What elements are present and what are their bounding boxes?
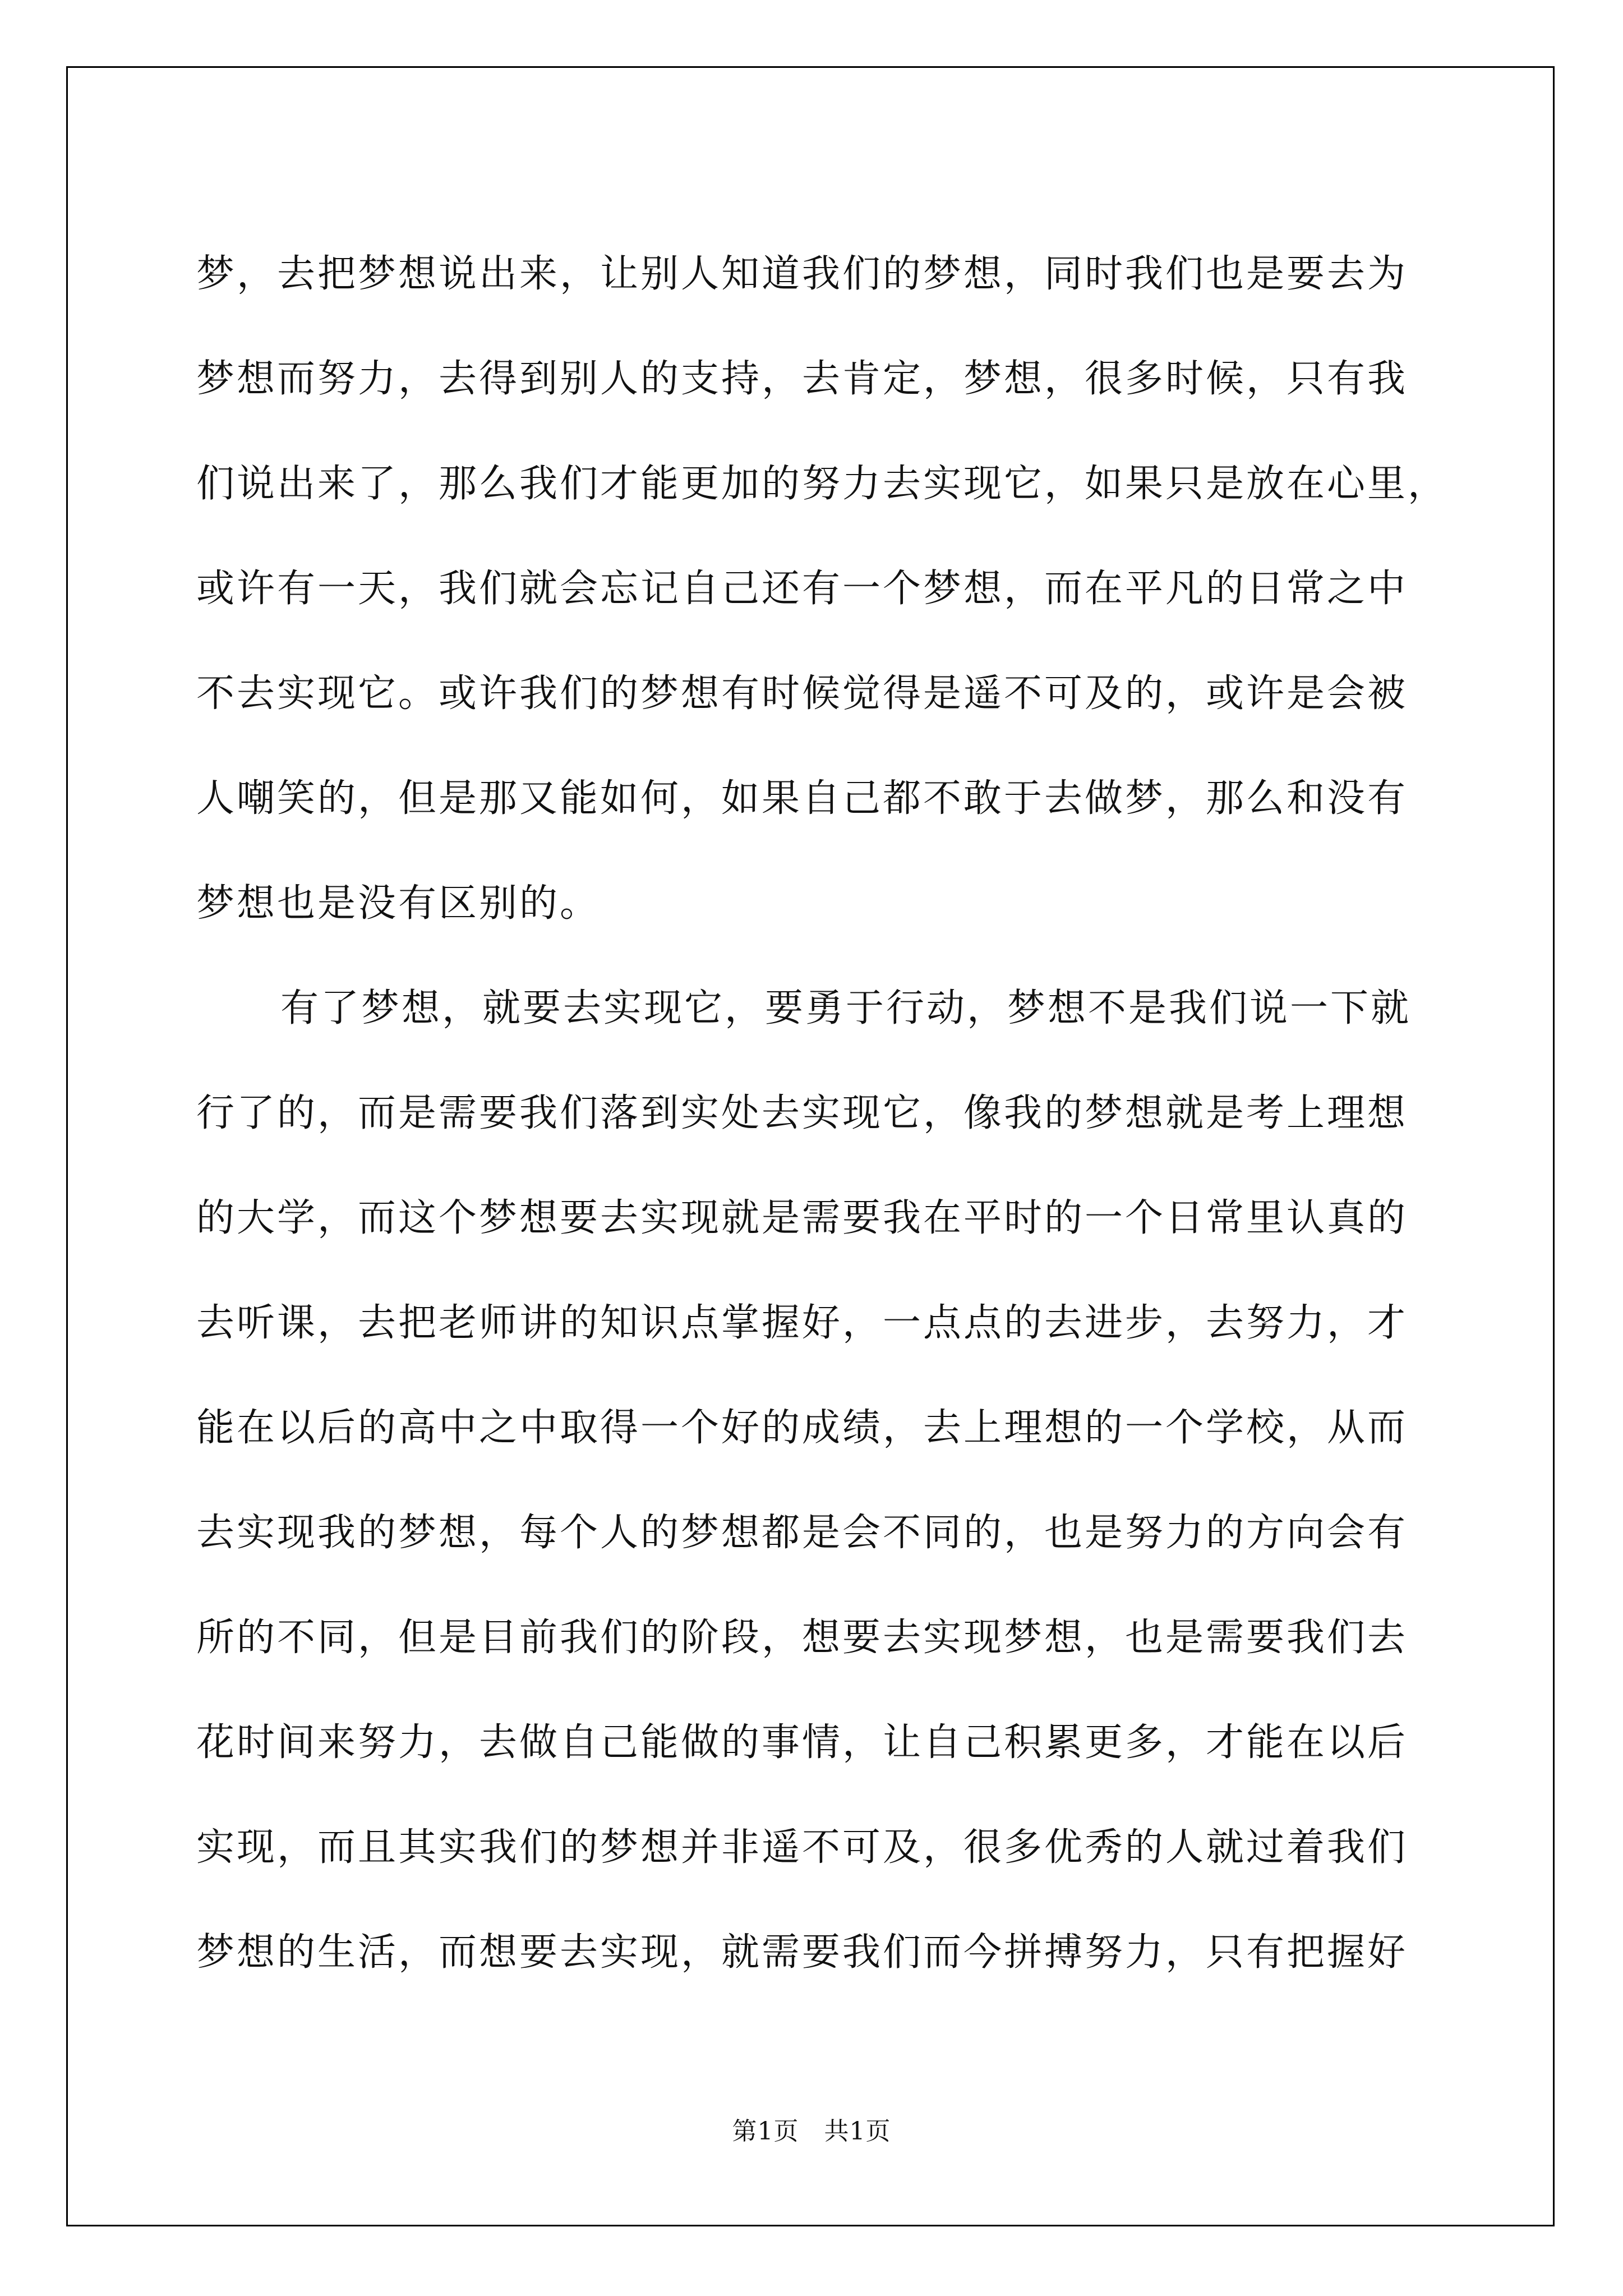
text-line: 实现，而且其实我们的梦想并非遥不可及，很多优秀的人就过着我们 [196,1825,1408,1870]
text-line: 梦想而努力，去得到别人的支持，去肯定，梦想，很多时候，只有我 [196,357,1408,401]
text-line: 去实现我的梦想，每个人的梦想都是会不同的，也是努力的方向会有 [196,1511,1408,1555]
text-line: 人嘲笑的，但是那又能如何，如果自己都不敢于去做梦，那么和没有 [196,776,1408,821]
page-number-footer: 第1页 共1页 [732,2117,891,2146]
text-line: 梦想的生活，而想要去实现，就需要我们而今拼搏努力，只有把握好 [196,1930,1408,1975]
text-line: 的大学，而这个梦想要去实现就是需要我在平时的一个日常里认真的 [196,1196,1408,1240]
text-line: 花时间来努力，去做自己能做的事情，让自己积累更多，才能在以后 [196,1720,1408,1765]
paragraph-start-line: 有了梦想，就要去实现它，要勇于行动，梦想不是我们说一下就 [280,986,1412,1030]
text-line: 去听课，去把老师讲的知识点掌握好，一点点的去进步，去努力，才 [196,1301,1408,1345]
text-line: 梦想也是没有区别的。 [196,881,601,926]
text-line: 梦，去把梦想说出来，让别人知道我们的梦想，同时我们也是要去为 [196,252,1408,296]
text-line: 行了的，而是需要我们落到实处去实现它，像我的梦想就是考上理想 [196,1091,1408,1135]
text-line: 所的不同，但是目前我们的阶段，想要去实现梦想，也是需要我们去 [196,1616,1408,1660]
text-line: 或许有一天，我们就会忘记自己还有一个梦想，而在平凡的日常之中 [196,567,1408,611]
text-line: 不去实现它。或许我们的梦想有时候觉得是遥不可及的，或许是会被 [196,671,1408,716]
text-line: 能在以后的高中之中取得一个好的成绩，去上理想的一个学校，从而 [196,1406,1408,1450]
document-body [196,222,1449,2005]
text-line: 们说出来了，那么我们才能更加的努力去实现它，如果只是放在心里， [196,462,1449,506]
